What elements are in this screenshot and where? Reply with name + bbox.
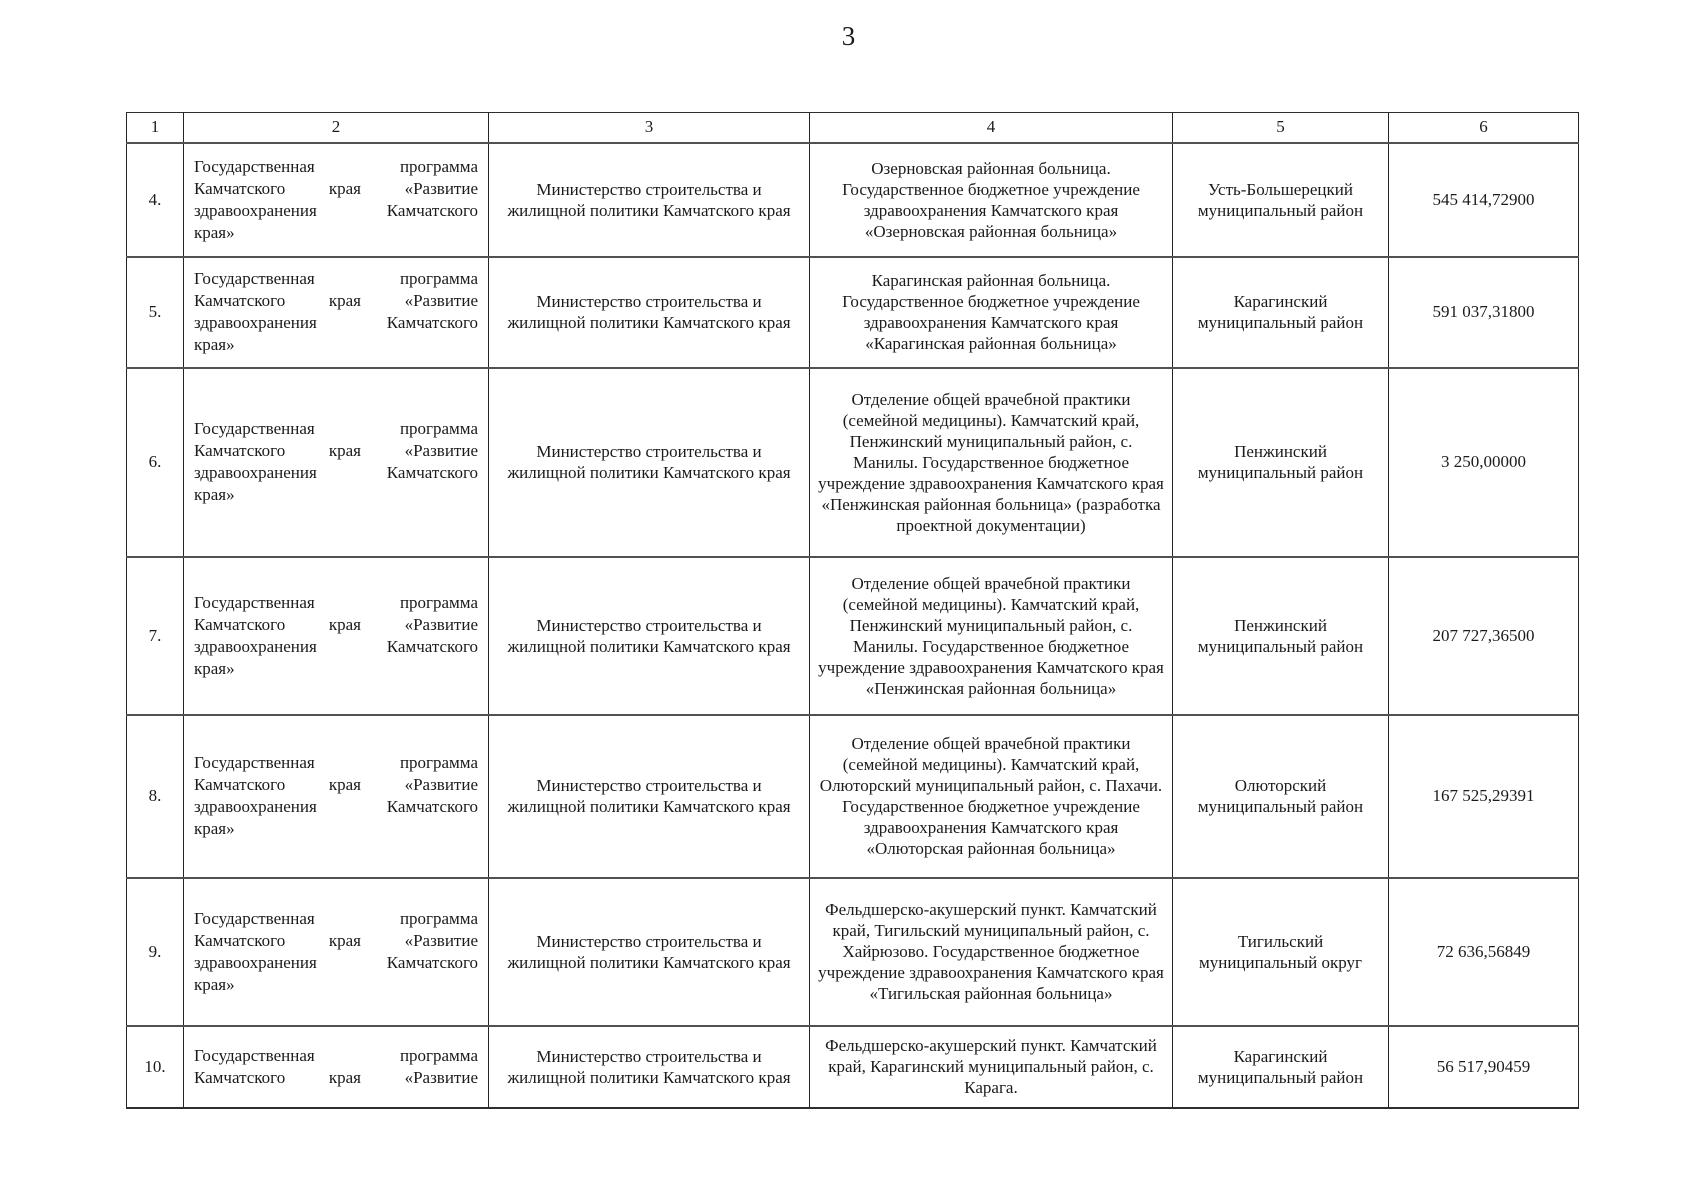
district-cell: Карагинский муниципальный район bbox=[1173, 257, 1389, 368]
column-number-4: 4 bbox=[810, 113, 1173, 143]
table-row bbox=[127, 1026, 1579, 1108]
table-row bbox=[127, 715, 1579, 878]
programs-table bbox=[126, 112, 1579, 1109]
district-cell: Олюторский муниципальный район bbox=[1173, 715, 1389, 878]
program-line: Камчатского края «Развитие bbox=[194, 441, 478, 460]
program-cell bbox=[184, 715, 489, 878]
table-row bbox=[127, 878, 1579, 1026]
program-line: здравоохранения Камчатского bbox=[194, 636, 478, 656]
column-number-2: 2 bbox=[184, 113, 489, 143]
program-line: здравоохранения Камчатского bbox=[194, 200, 478, 220]
program-line: Камчатского края «Развитие bbox=[194, 775, 478, 794]
program-line: Государственная программа bbox=[194, 419, 478, 438]
amount-cell: 207 727,36500 bbox=[1389, 557, 1579, 715]
row-number-cell: 8. bbox=[127, 715, 184, 878]
program-line: Камчатского края «Развитие bbox=[194, 291, 478, 310]
column-number-3: 3 bbox=[489, 113, 810, 143]
program-line: края» bbox=[194, 819, 235, 838]
object-cell: Отделение общей врачебной практики (семейной медицины). Камчатский край, Пенжинский муниципальный район, с. Манилы. Государственное бюджетное учреждение здравоохранения Камчатского края «Пенжинская районная больница» (разработка проектной документации) bbox=[810, 368, 1173, 557]
amount-cell: 545 414,72900 bbox=[1389, 143, 1579, 257]
table-body bbox=[127, 143, 1579, 1108]
district-cell: Пенжинский муниципальный район bbox=[1173, 557, 1389, 715]
program-line: края» bbox=[194, 485, 235, 504]
table-header-row bbox=[127, 113, 1579, 143]
program-line: Государственная программа bbox=[194, 908, 478, 928]
program-cell bbox=[184, 557, 489, 715]
program-line: Государственная программа bbox=[194, 592, 478, 612]
row-number-cell: 5. bbox=[127, 257, 184, 368]
ministry-cell: Министерство строительства и жилищной политики Камчатского края bbox=[489, 557, 810, 715]
program-line: края» bbox=[194, 222, 235, 242]
column-number-6: 6 bbox=[1389, 113, 1579, 143]
table-row bbox=[127, 557, 1579, 715]
program-line: Государственная программа bbox=[194, 1045, 478, 1065]
amount-cell: 56 517,90459 bbox=[1389, 1026, 1579, 1108]
program-cell bbox=[184, 878, 489, 1026]
program-line: здравоохранения Камчатского bbox=[194, 313, 478, 332]
table-row bbox=[127, 143, 1579, 257]
row-number-cell: 6. bbox=[127, 368, 184, 557]
table-row bbox=[127, 257, 1579, 368]
row-number-cell: 4. bbox=[127, 143, 184, 257]
amount-cell: 591 037,31800 bbox=[1389, 257, 1579, 368]
program-line: Камчатского края «Развитие bbox=[194, 1067, 478, 1087]
district-cell: Усть-Большерецкий муниципальный район bbox=[1173, 143, 1389, 257]
ministry-cell: Министерство строительства и жилищной политики Камчатского края bbox=[489, 878, 810, 1026]
ministry-cell: Министерство строительства и жилищной политики Камчатского края bbox=[489, 368, 810, 557]
object-cell: Фельдшерско-акушерский пункт. Камчатский край, Тигильский муниципальный район, с. Хайрюзово. Государственное бюджетное учреждение здравоохранения Камчатского края «Тигильская районная больница» bbox=[810, 878, 1173, 1026]
district-cell: Пенжинский муниципальный район bbox=[1173, 368, 1389, 557]
program-line: Государственная программа bbox=[194, 269, 478, 288]
program-line: края» bbox=[194, 974, 235, 994]
column-number-1: 1 bbox=[127, 113, 184, 143]
program-line: Камчатского края «Развитие bbox=[194, 930, 478, 950]
column-number-5: 5 bbox=[1173, 113, 1389, 143]
page-number: 3 bbox=[841, 21, 856, 51]
ministry-cell: Министерство строительства и жилищной политики Камчатского края bbox=[489, 1026, 810, 1108]
amount-cell: 167 525,29391 bbox=[1389, 715, 1579, 878]
program-cell bbox=[184, 143, 489, 257]
program-line: здравоохранения Камчатского bbox=[194, 952, 478, 972]
object-cell: Отделение общей врачебной практики (семейной медицины). Камчатский край, Олюторский муниципальный район, с. Пахачи. Государственное бюджетное учреждение здравоохранения Камчатского края «Олюторская районная больница» bbox=[810, 715, 1173, 878]
object-cell: Отделение общей врачебной практики (семейной медицины). Камчатский край, Пенжинский муниципальный район, с. Манилы. Государственное бюджетное учреждение здравоохранения Камчатского края «Пенжинская районная больница» bbox=[810, 557, 1173, 715]
program-line: здравоохранения Камчатского bbox=[194, 463, 478, 482]
ministry-cell: Министерство строительства и жилищной политики Камчатского края bbox=[489, 715, 810, 878]
row-number-cell: 9. bbox=[127, 878, 184, 1026]
program-line: здравоохранения Камчатского bbox=[194, 797, 478, 816]
object-cell: Карагинская районная больница. Государственное бюджетное учреждение здравоохранения Камчатского края «Карагинская районная больница» bbox=[810, 257, 1173, 368]
program-cell bbox=[184, 368, 489, 557]
program-line: Государственная программа bbox=[194, 753, 478, 772]
program-line: края» bbox=[194, 658, 235, 678]
program-line: Камчатского края «Развитие bbox=[194, 178, 478, 198]
table-row bbox=[127, 368, 1579, 557]
district-cell: Тигильский муниципальный округ bbox=[1173, 878, 1389, 1026]
program-line: Камчатского края «Развитие bbox=[194, 614, 478, 634]
program-cell bbox=[184, 257, 489, 368]
program-line: Государственная программа bbox=[194, 156, 478, 176]
ministry-cell: Министерство строительства и жилищной политики Камчатского края bbox=[489, 257, 810, 368]
ministry-cell: Министерство строительства и жилищной политики Камчатского края bbox=[489, 143, 810, 257]
object-cell: Фельдшерско-акушерский пункт. Камчатский край, Карагинский муниципальный район, с. Карага. bbox=[810, 1026, 1173, 1108]
amount-cell: 3 250,00000 bbox=[1389, 368, 1579, 557]
program-line: края» bbox=[194, 335, 235, 354]
row-number-cell: 7. bbox=[127, 557, 184, 715]
object-cell: Озерновская районная больница. Государственное бюджетное учреждение здравоохранения Камчатского края «Озерновская районная больница» bbox=[810, 143, 1173, 257]
row-number-cell: 10. bbox=[127, 1026, 184, 1108]
district-cell: Карагинский муниципальный район bbox=[1173, 1026, 1389, 1108]
amount-cell: 72 636,56849 bbox=[1389, 878, 1579, 1026]
program-cell bbox=[184, 1026, 489, 1108]
